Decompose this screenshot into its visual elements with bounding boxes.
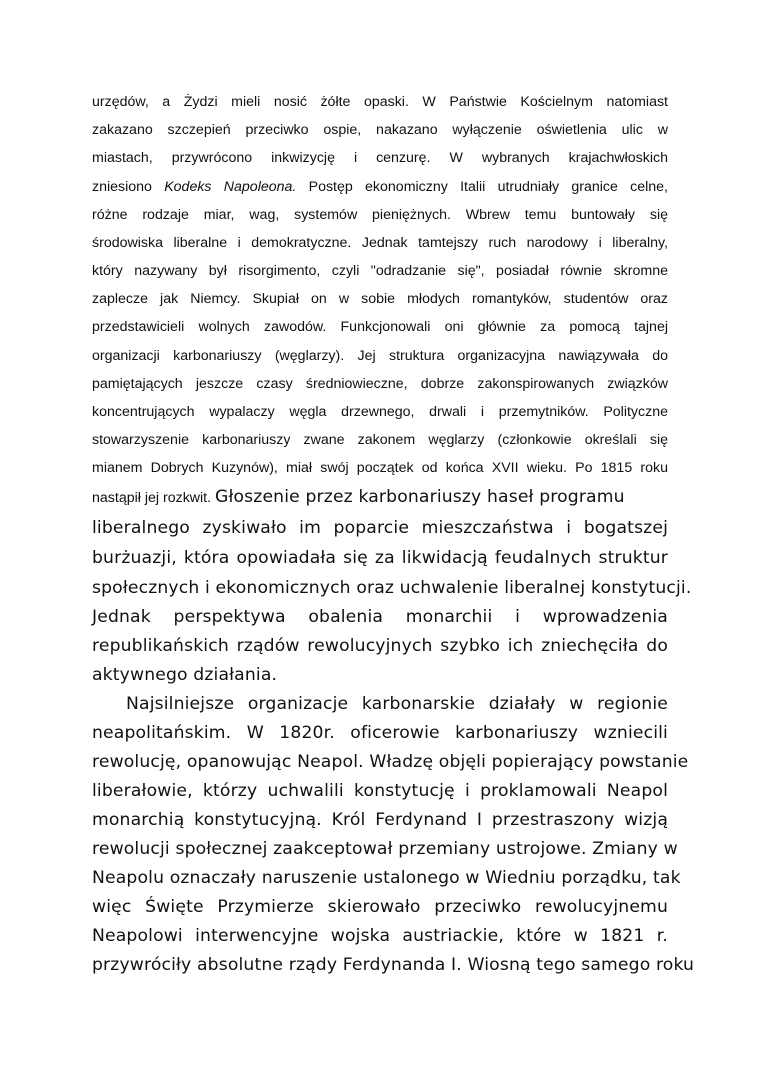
text-line: Neapolu oznaczały naruszenie ustalonego w Wiedniu porządku, tak xyxy=(92,868,681,888)
text-line: społecznych i ekonomicznych oraz uchwalenie liberalnej konstytucji. xyxy=(92,578,692,598)
text-line: Jednak perspektywa obalenia monarchii i wprowadzenia xyxy=(92,607,668,627)
text-line: monarchią konstytucyjną. Król Ferdynand I przestraszony wizją xyxy=(92,810,668,830)
text-line: przedstawicieli wolnych zawodów. Funkcjonowali oni głównie za pomocą tajnej xyxy=(92,319,668,335)
italic-title: Kodeks Napoleona. xyxy=(164,179,297,195)
text-line: aktywnego działania. xyxy=(92,665,278,685)
text-line: rewolucję, opanowując Neapol. Władzę objęli popierający powstanie xyxy=(92,752,689,772)
text-line-mixed xyxy=(92,486,668,509)
text-run-small: nastąpił jej rozkwit. xyxy=(92,490,216,506)
text-line: zaplecze jak Niemcy. Skupiał on w sobie młodych romantyków, studentów oraz xyxy=(92,291,668,307)
text-line: liberalnego zyskiwało im poparcie mieszczaństwa i bogatszej xyxy=(92,518,668,538)
text-line: który nazywany był risorgimento, czyli "odradzanie się", posiadał równie skromne xyxy=(92,263,668,279)
text-line: organizacji karbonariuszy (węglarzy). Jej struktura organizacyjna nawiązywała do xyxy=(92,348,668,364)
text-run: Postęp ekonomiczny Italii utrudniały granice celne, xyxy=(296,179,668,195)
text-line: urzędów, a Żydzi mieli nosić żółte opaski. W Państwie Kościelnym natomiast xyxy=(92,94,668,110)
text-line: Neapolowi interwencyjne wojska austriackie, które w 1821 r. xyxy=(92,926,668,946)
text-line: liberałowie, którzy uchwalili konstytucję i proklamowali Neapol xyxy=(92,781,668,801)
text-line xyxy=(92,178,668,196)
text-run-large: Głoszenie przez karbonariuszy haseł programu xyxy=(215,487,625,507)
text-line: koncentrujących wypalaczy węgla drzewnego, drwali i przemytników. Polityczne xyxy=(92,404,668,420)
text-run: zniesiono xyxy=(92,179,165,195)
text-line: zakazano szczepień przeciwko ospie, nakazano wyłączenie oświetlenia ulic w xyxy=(92,122,668,138)
text-line: przywróciły absolutne rządy Ferdynanda I. Wiosną tego samego roku xyxy=(92,955,695,975)
text-line: mianem Dobrych Kuzynów), miał swój początek od końca XVII wieku. Po 1815 roku xyxy=(92,460,668,476)
text-line: stowarzyszenie karbonariuszy zwane zakonem węglarzy (członkowie określali się xyxy=(92,432,668,448)
paragraph-first-line: Najsilniejsze organizacje karbonarskie działały w regionie xyxy=(126,694,668,714)
text-line: różne rodzaje miar, wag, systemów pieniężnych. Wbrew temu buntowały się xyxy=(92,207,668,223)
text-line: rewolucji społecznej zaakceptował przemiany ustrojowe. Zmiany w xyxy=(92,839,678,859)
text-line: pamiętających jeszcze czasy średniowieczne, dobrze zakonspirowanych związków xyxy=(92,376,668,392)
text-line: miastach, przywrócono inkwizycję i cenzurę. W wybranych krajachwłoskich xyxy=(92,150,668,166)
text-line: więc Święte Przymierze skierowało przeciwko rewolucyjnemu xyxy=(92,897,668,917)
text-line: burżuazji, która opowiadała się za likwidacją feudalnych struktur xyxy=(92,548,668,568)
text-line: republikańskich rządów rewolucyjnych szybko ich zniechęciła do xyxy=(92,636,668,656)
text-line: środowiska liberalne i demokratyczne. Jednak tamtejszy ruch narodowy i liberalny, xyxy=(92,235,668,251)
text-line: neapolitańskim. W 1820r. oficerowie karbonariuszy wzniecili xyxy=(92,723,668,743)
